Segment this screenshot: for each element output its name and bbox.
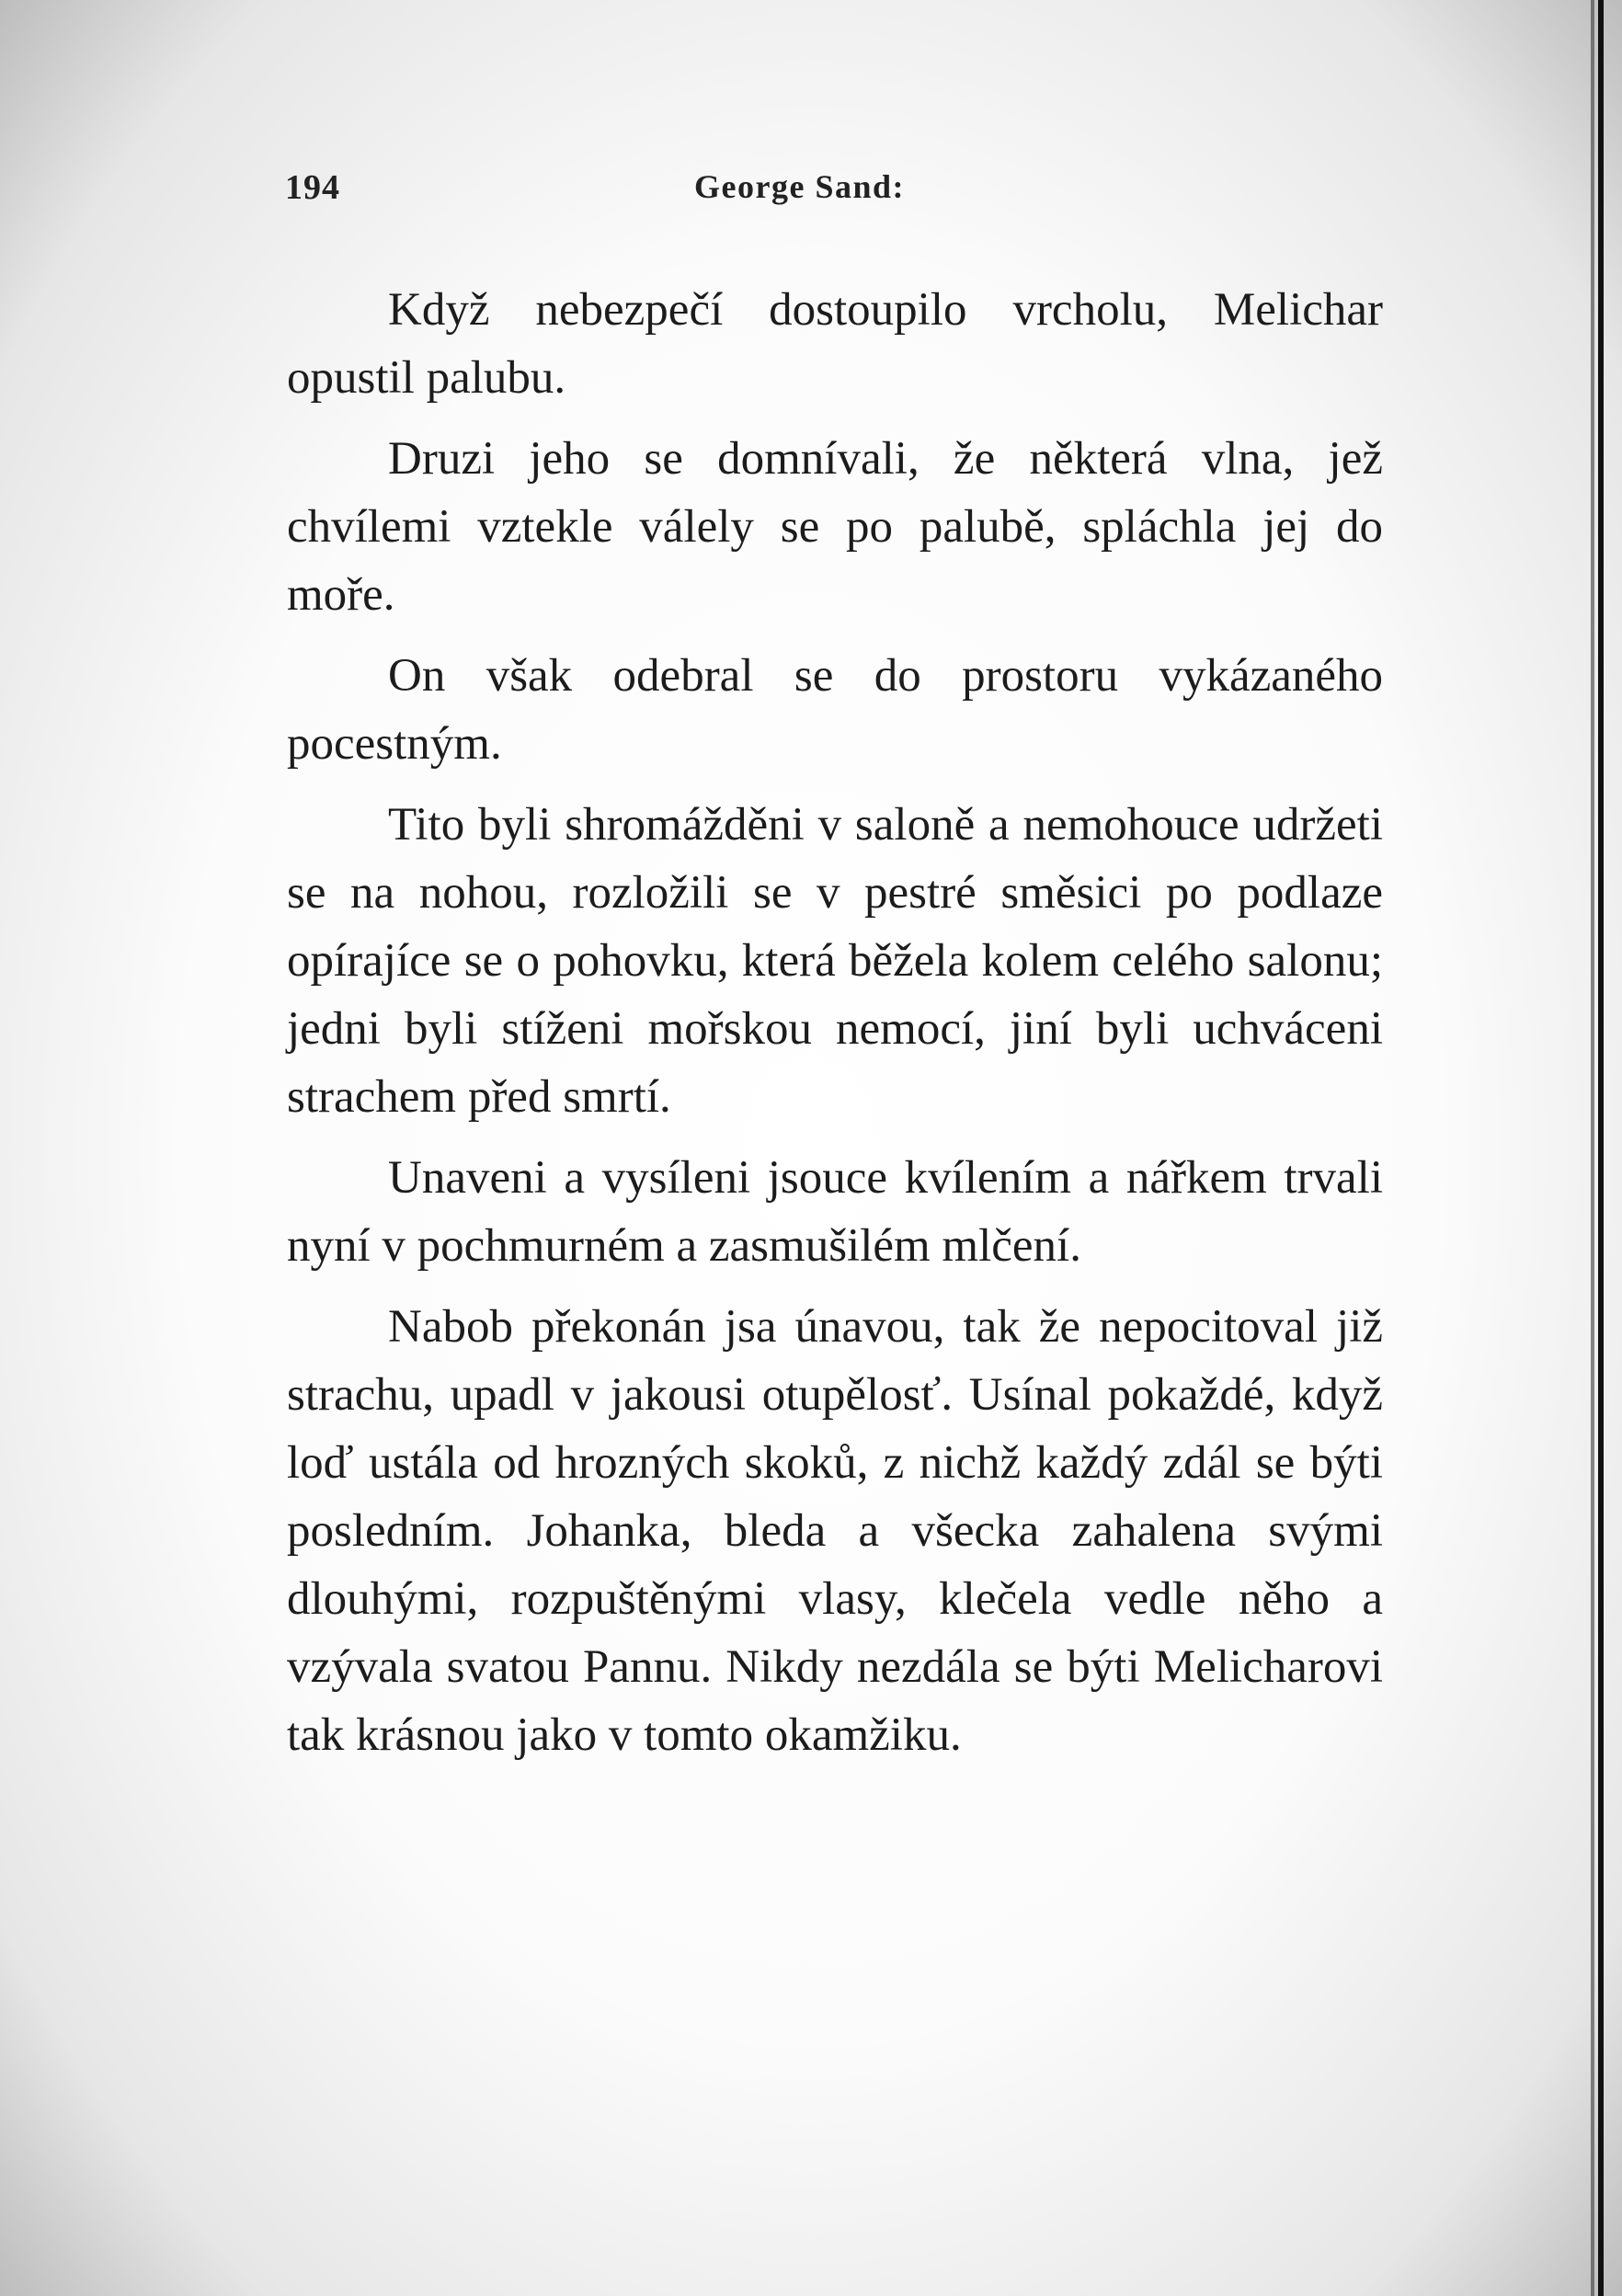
page-number: 194 xyxy=(285,168,340,207)
page-header xyxy=(285,167,1388,213)
paragraph: Druzi jeho se domnívali, že některá vlna, jež chvílemi vztekle válely se po palubě, spláchla jej do moře. xyxy=(287,433,1383,621)
paragraph: Když nebezpečí dostoupilo vrcholu, Melichar opustil palubu. xyxy=(287,284,1383,404)
page-edge xyxy=(1598,0,1604,2296)
paragraph: Unaveni a vysíleni jsouce kvílením a nářkem trvali nyní v pochmurném a zasmušilém mlčení. xyxy=(287,1152,1383,1272)
paragraph: Tito byli shromážděni v saloně a nemohouce udržeti se na nohou, rozložili se v pestré směsici po podlaze opírajíce se o pohovku, která běžela kolem celého salonu; jedni byli stíženi mořskou nemocí, jiní byli uchváceni strachem před smrtí. xyxy=(287,799,1383,1123)
paragraph: On však odebral se do prostoru vykázaného pocestným. xyxy=(287,650,1383,770)
body-text xyxy=(287,276,1383,1782)
running-title: George Sand: xyxy=(694,168,905,205)
paragraph: Nabob překonán jsa únavou, tak že nepocitoval již strachu, upadl v jakousi otupělosť. Usínal pokaždé, když loď ustála od hrozných skoků, z nichž každý zdál se býti posledním. Johanka, bleda a všecka zahalena svými dlouhými, rozpuštěnými vlasy, klečela vedle něho a vzývala svatou Pannu. Nikdy nezdála se býti Melicharovi tak krásnou jako v tomto okamžiku. xyxy=(287,1301,1383,1761)
